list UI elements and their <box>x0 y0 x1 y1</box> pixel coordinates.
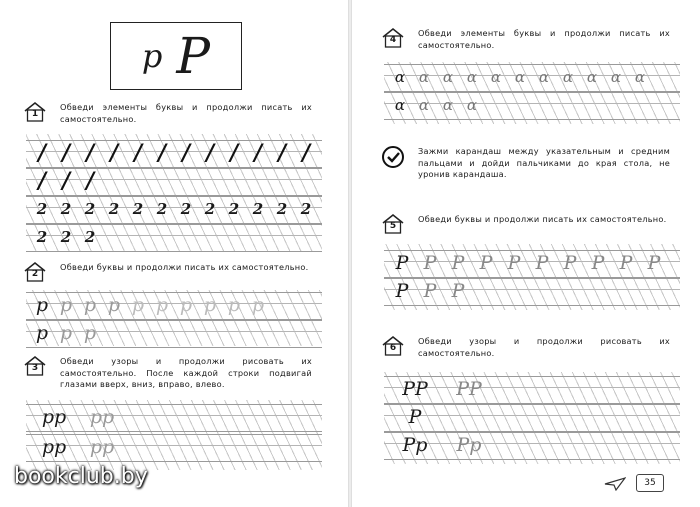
task-instruction: Обведи элементы буквы и продолжи писать их самостоятельно. <box>60 102 312 124</box>
house-icon <box>24 102 46 122</box>
task-instruction: Обведи буквы и продолжи писать их самостоятельно. <box>60 262 309 272</box>
writing-lines <box>384 244 680 310</box>
left-page <box>0 0 348 507</box>
task-1 <box>24 102 312 125</box>
task-number: 2 <box>31 269 39 279</box>
house-icon <box>24 262 46 282</box>
task-instruction: Обведи буквы и продолжи писать их самостоятельно. <box>418 214 667 224</box>
writing-lines <box>384 372 680 464</box>
task-fingers <box>382 146 670 181</box>
task-number: 4 <box>389 35 397 45</box>
task-instruction: Зажми карандаш между указательным и средним пальцами и дойди пальчиками до края стола, не уронив карандаша. <box>418 146 670 179</box>
task-number: 3 <box>31 363 39 373</box>
house-icon <box>382 336 404 356</box>
task-6 <box>382 336 670 359</box>
element-row: ɑ ɑ ɑ ɑ ɑ ɑ ɑ ɑ ɑ ɑ ɑ <box>394 68 646 86</box>
site-watermark: bookclub.by <box>14 464 148 489</box>
task-4 <box>382 28 670 51</box>
task-number: 1 <box>31 109 39 119</box>
letter-sample-box <box>110 22 242 90</box>
element-row: 2 2 2 2 2 2 2 2 2 2 2 2 <box>36 200 312 218</box>
writing-lines <box>26 134 322 252</box>
letter-row: р р р <box>35 322 97 344</box>
sample-big-letter: Р <box>176 27 211 85</box>
pattern-row: Рр Рр <box>402 434 482 456</box>
task-number: 5 <box>389 221 397 231</box>
writing-lines <box>26 290 322 346</box>
house-icon <box>24 356 46 376</box>
sample-small-letter: р <box>141 37 163 75</box>
paper-plane-icon <box>604 476 626 495</box>
house-icon <box>382 214 404 234</box>
task-instruction: Обведи элементы буквы и продолжи писать их самостоятельно. <box>418 28 670 50</box>
stroke-row: / / / <box>37 168 95 194</box>
task-2 <box>24 262 312 282</box>
task-5 <box>382 214 670 234</box>
letter-row: Р Р Р <box>395 280 465 302</box>
stroke-row: / / / / / / / / / / / / <box>37 140 311 166</box>
task-instruction: Обведи узоры и продолжи рисовать их самостоятельно. <box>418 336 670 358</box>
checkmark-icon <box>382 146 404 168</box>
letter-row: Р Р Р Р Р Р Р Р Р Р <box>395 252 661 274</box>
writing-lines <box>384 62 680 124</box>
pattern-row: рр рр <box>41 406 115 428</box>
pattern-row: рр рр <box>41 436 115 458</box>
task-instruction: Обведи узоры и продолжи рисовать их самостоятельно. После каждой строки подвигай глазами вверх, вниз, вправо, влево. <box>60 356 312 389</box>
writing-lines <box>26 400 322 470</box>
task-3 <box>24 356 312 391</box>
letter-row: р р р р р р р р р р <box>35 294 265 316</box>
right-page <box>352 0 700 507</box>
task-number: 6 <box>389 343 397 353</box>
pattern-row: РР РР <box>402 378 482 400</box>
element-row: ɑ ɑ ɑ ɑ <box>394 96 478 114</box>
pattern-row: Р <box>408 406 422 428</box>
element-row: 2 2 2 <box>36 228 96 246</box>
house-icon <box>382 28 404 48</box>
page-number: 35 <box>636 474 664 492</box>
